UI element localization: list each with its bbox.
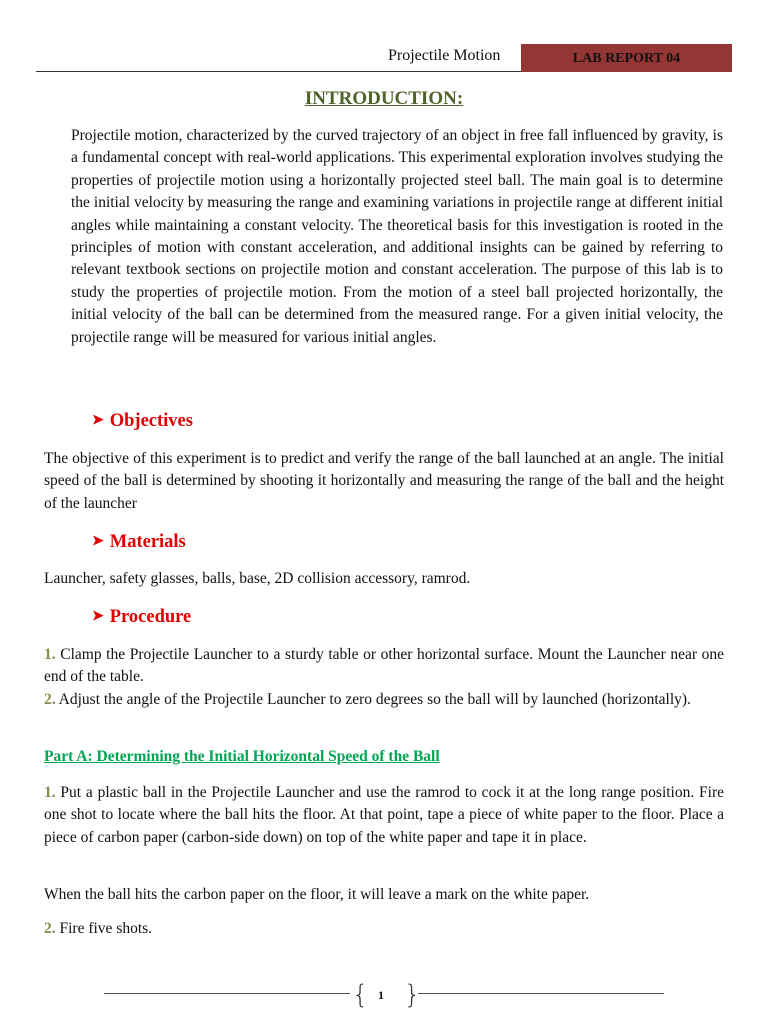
procedure-heading [92,607,191,628]
step-number: 1. [44,646,56,663]
step-text: Put a plastic ball in the Projectile Launcher and use the ramrod to cock it at the long range position. Fire one shot to locate where the ball hits the floor. At that point, tape a piece of white paper to the floor. Place a piece of carbon paper (carbon-side down) on top of the white paper and tape it in place. [44,784,724,846]
arrow-bullet-icon: ➤ [92,609,104,624]
step-number: 2. [44,691,56,708]
lab-report-badge: LAB REPORT 04 [521,44,732,72]
part-a-heading: Part A: Determining the Initial Horizontal Speed of the Ball [44,748,440,765]
header-rule [36,71,521,72]
objectives-heading-label: Objectives [109,411,193,431]
part-a-step-1 [44,782,724,849]
footer-rule-left [104,993,350,994]
introduction-paragraph: Projectile motion, characterized by the curved trajectory of an object in free fall influenced by gravity, is a fundamental concept with real-world applications. This experimental exploration involves studying the properties of projectile motion using a horizontally projected steel ball. The main goal is to determine the initial velocity by measuring the range and examining variations in projectile range at different initial angles while maintaining a constant velocity. The theoretical basis for this investigation is rooted in the principles of motion with constant acceleration, and additional insights can be gained by referring to relevant textbook sections on projectile motion and constant acceleration. The purpose of this lab is to study the properties of projectile motion. From the motion of a steel ball projected horizontally, the initial velocity of the ball can be determined from the measured range. For a given initial velocity, the projectile range will be measured for various initial angles. [71,127,723,346]
materials-heading-label: Materials [109,532,186,552]
procedure-step-1 [44,644,724,689]
step-number: 2. [44,920,56,937]
step-number: 1. [44,784,56,801]
objectives-paragraph: The objective of this experiment is to predict and verify the range of the ball launched at an angle. The initial speed of the ball is determined by shooting it horizontally and measuring the range of the ball and the height of the launcher [44,450,724,512]
part-a-step-2 [44,918,724,940]
procedure-step-2 [44,689,724,711]
arrow-bullet-icon: ➤ [92,413,104,428]
footer-rule-right [418,993,664,994]
right-brace-icon: } [404,980,421,1010]
arrow-bullet-icon: ➤ [92,534,104,549]
step-text: Adjust the angle of the Projectile Launcher to zero degrees so the ball will by launched (horizontally). [58,691,691,708]
materials-paragraph: Launcher, safety glasses, balls, base, 2D collision accessory, ramrod. [44,570,471,587]
procedure-heading-label: Procedure [109,607,192,627]
page-number: 1 [378,988,384,1002]
introduction-heading: INTRODUCTION: [304,88,464,109]
materials-heading [92,532,186,553]
step-text: Clamp the Projectile Launcher to a sturdy table or other horizontal surface. Mount the Launcher near one end of the table. [44,646,724,686]
part-a-note: When the ball hits the carbon paper on the floor, it will leave a mark on the white paper. [44,886,590,903]
objectives-heading [92,411,193,432]
left-brace-icon: { [352,980,369,1010]
step-text: Fire five shots. [59,920,153,937]
header-title: Projectile Motion [388,47,501,64]
